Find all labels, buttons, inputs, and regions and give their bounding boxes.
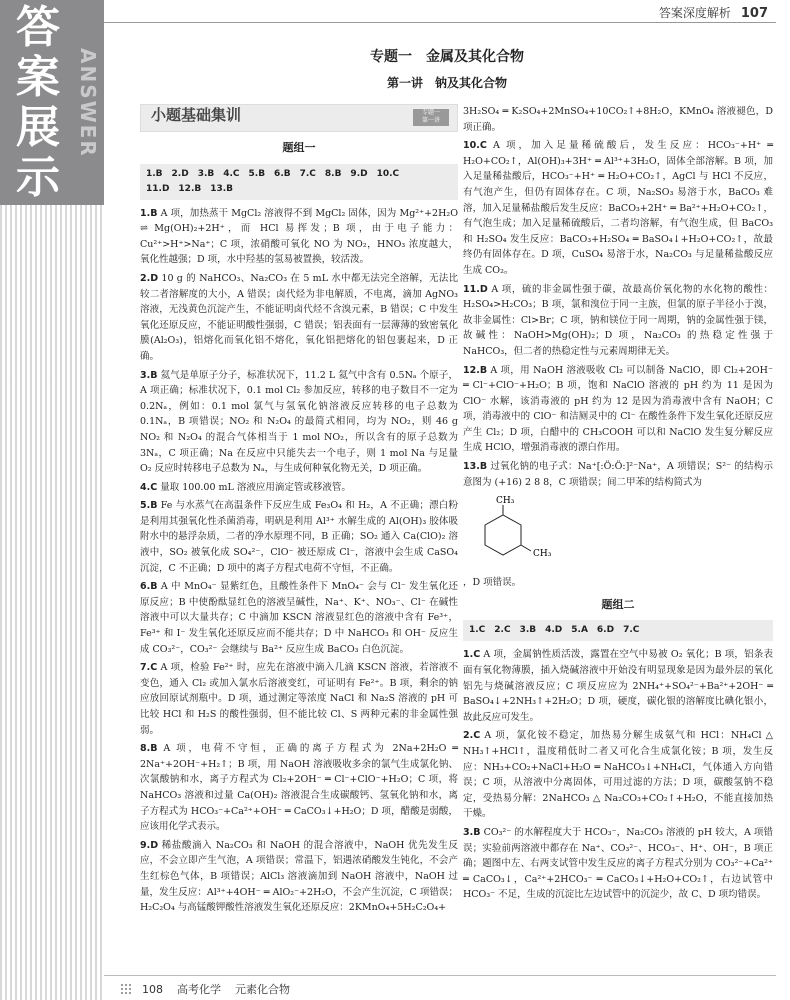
sidebar-block	[0, 0, 104, 205]
answer-text: A 项，电荷不守恒，正确的离子方程式为 2Na+2H₂O ═ 2Na⁺+2OH⁻+H₂↑；B 项，用 NaOH 溶液吸收多余的氯气生成氯化钠、次氯酸钠和水，离子方程式为 Cl₂+2OH⁻ ═ Cl⁻+ClO⁻+H₂O；C 项，将 NaHCO₃ 溶液和过量 Ca(OH)₂ 溶液混合生成碳酸钙、氢氧化钠和水，离子方程式为 HCO₃⁻+Ca²⁺+OH⁻ ═ CaCO₃↓+H₂O；D 项，醋酸是弱酸，应该用化学式表示。	[140, 743, 458, 833]
banner-title: 小题基础集训	[151, 106, 242, 124]
group2-answer-key: 1.C 2.C 3.B 4.D 5.A 6.D 7.C	[463, 620, 773, 641]
answer-item	[463, 363, 773, 457]
benzene-ring	[485, 515, 521, 555]
answer-number: 7.C	[140, 662, 158, 674]
answer-number: 11.D	[463, 283, 488, 295]
answer-text: A 项，加热蒸干 MgCl₂ 溶液得不到 MgCl₂ 固体，因为 Mg²⁺+2H₂O ⇌ Mg(OH)₂+2H⁺，而 HCl 易挥发；B 项，由于电子能力：Cu²⁺>H⁺>Na⁺；C 项，浓硝酸可氧化 NO 为 NO₂，HNO₃ 浓度越大，氧化性越强；D 项，水中羟基的氢易被置换，较活泼。	[140, 207, 458, 266]
answer-item	[463, 459, 773, 490]
m-xylene-structure	[463, 493, 773, 573]
answer-text: A 中 MnO₄⁻ 显紫红色，且酸性条件下 MnO₄⁻ 会与 Cl⁻ 发生氧化还原反应；B 中使酚酞显红色的溶液呈碱性，Na⁺、K⁺、NO₃⁻、Cl⁻ 在碱性溶液中可以大量共存；C 中滴加 KSCN 溶液显红色的溶液中含有 Fe³⁺，Fe³⁺ 和 I⁻ 发生氧化还原反应而不能共存；D 中 NaHCO₃ 和 OH⁻ 反应生成 CO₃²⁻，CO₃²⁻ 会继续与 Ba²⁺ 反应生成 BaCO₃ 白色沉淀。	[140, 581, 458, 655]
sidebar-char-4: 示	[16, 152, 60, 203]
answer-item	[463, 825, 773, 903]
bond-side	[521, 545, 531, 551]
answer-number: 2.D	[140, 272, 159, 284]
answer-number: 10.C	[463, 140, 487, 152]
answer-text: A 项，用 NaOH 溶液吸收 Cl₂ 可以制备 NaClO，即 Cl₂+2OH⁻ ═ Cl⁻+ClO⁻+H₂O；B 项，饱和 NaClO 溶液的 pH 约为 11 是因为 ClO⁻ 水解，该消毒液的 pH 约为 12 是因为消毒液中含有 NaOH；C 项，消毒液中的 ClO⁻ 和洁厕灵中的 Cl⁻ 在酸性条件下发生氧化还原反应产生 Cl₂；D 项，白醋中的 CH₃COOH 可以和 NaClO 发生复分解反应生成 HClO，增强消毒液的漂白作用。	[463, 364, 773, 454]
answer-text: 稀盐酸滴入 Na₂CO₃ 和 NaOH 的混合溶液中，NaOH 优先发生反应，不会立即产生气泡，A 项错误；常温下，铝遇浓硝酸发生钝化，不会产生红棕色气体，B 项错误；AlCl₃ 溶液滴加到 NaOH 溶液中，NaOH 过量，发生反应：Al³⁺+4OH⁻ ═ AlO₂⁻+2H₂O，不会产生沉淀，C 项错误；H₂C₂O₄ 与高锰酸钾酸性溶液发生氧化还原反应：2KMnO₄+5H₂C₂O₄+	[140, 839, 458, 914]
answer-item	[463, 104, 773, 135]
running-header	[659, 4, 768, 21]
answer-number: 13.B	[463, 461, 488, 473]
sidebar-char-3: 展	[16, 102, 60, 153]
answer-item	[140, 480, 458, 496]
answer-key-line1: 1.B 2.D 3.B 4.C 5.B 6.B 7.C 8.B 9.D 10.C	[146, 168, 400, 179]
footer	[142, 981, 304, 997]
banner-tag-line2: 第一讲	[421, 117, 440, 124]
left-column	[140, 104, 458, 919]
answer-text: CO₃²⁻ 的水解程度大于 HCO₃⁻，Na₂CO₃ 溶液的 pH 较大，A 项错误；实验前两溶液中都存在 Na⁺、CO₃²⁻、HCO₃⁻、H⁺、OH⁻，B 项正确；题图中左、右两支试管中发生反应的离子方程式分别为 CO₃²⁻+Ca²⁺ ═ CaCO₃↓，Ca²⁺+2HCO₃⁻ ═ CaCO₃↓+H₂O+CO₂↑，右边试管中 HCO₃⁻ 不足，生成的沉淀比左边试管中的沉淀少，故 C、D 项均错误。	[463, 826, 773, 901]
banner-tag	[413, 109, 449, 126]
footer-chapter: 元素化合物	[235, 983, 290, 996]
footer-page-number: 108	[142, 983, 163, 996]
answer-item	[140, 206, 458, 268]
banner	[140, 104, 458, 132]
lecture-title: 第一讲 钠及其化合物	[386, 76, 507, 90]
answer-item	[140, 271, 458, 365]
answer-text: 氦气是单原子分子，标准状况下，11.2 L 氦气中含有 0.5Nₐ 个原子，A 项正确；标准状况下，0.1 mol Cl₂ 参加反应，转移的电子数目不一定为 0.2Nₐ，例如：0.1 mol 氯气与氢氧化钠溶液反应转移的电子总数为 0.1Nₐ，B 项错误；NO₂ 和 N₂O₄ 的最简式相同，均为 NO₂，则 46 g NO₂ 和 N₂O₄ 的混合气体相当于 1 mol NO₂，所以含有的原子总数为 3Nₐ，C 项正确；Na 在反应中只能失去一个电子，则 1 mol Na 与足量 O₂ 反应时转移电子总数为 Nₐ，与生成何种氧化物无关，D 项正确。	[140, 369, 458, 475]
answer-text: A 项，硫的非金属性强于碳，故最高价氧化物的水化物的酸性：H₂SO₄>H₂CO₃；B 项，氯和溴位于同一主族，但氯的原子半径小于溴，故非金属性：Cl>Br；C 项，钠和镁位于同一周期，钠的金属性强于镁，故碱性：NaOH>Mg(OH)₂；D 项，Na₂CO₃ 的热稳定性强于 NaHCO₃，但二者的热稳定性与元素周期律无关。	[463, 283, 773, 357]
answer-text: A 项，加入足量稀硫酸后，发生反应：HCO₃⁻+H⁺ ═ H₂O+CO₂↑，Al(OH)₃+3H⁺ ═ Al³⁺+3H₂O，固体全部溶解。B 项，加入足量稀盐酸后，HCO₃⁻+H⁺ ═ H₂O+CO₂↑，AgCl 与 HCl 不反应，有气泡产生，但仍有固体存在。C 项，Na₂SO₃ 易溶于水，BaCO₃ 难溶，加入足量稀盐酸后发生反应：BaCO₃+2H⁺ ═ Ba²⁺+H₂O+CO₂↑，有气泡生成；加入足量稀硫酸后，二者均溶解，有气泡生成，但 BaCO₃ 和 H₂SO₄ 发生反应：BaCO₃+H₂SO₄ ═ BaSO₄↓+H₂O+CO₂↑，故最终仍有固体存在。D 项，CuSO₄ 易溶于水，Na₂CO₃ 与足量稀盐酸反应生成 CO₂。	[463, 140, 773, 276]
answer-number: 9.D	[140, 839, 159, 851]
sidebar-stripe	[0, 205, 104, 1000]
sidebar-english: ANSWER	[76, 48, 100, 158]
group1-answer-key	[140, 164, 458, 200]
sidebar	[0, 0, 104, 1000]
ch3-side-label: CH₃	[533, 549, 552, 560]
answer-item	[140, 579, 458, 657]
header-section: 答案深度解析	[658, 6, 731, 20]
answer-text: A 项，氯化铵不稳定，加热易分解生成氨气和 HCl：NH₄Cl △ NH₃↑+HCl↑，温度稍低时二者又可化合生成氯化铵；B 项，发生反应：NH₃+CO₂+NaCl+H₂O ═ NaHCO₃↓+NH₄Cl，气体通入方向错误；C 项，从溶液中分离固体，可用过滤的方法；D 项，碳酸氢钠不稳定，受热易分解：2NaHCO₃ △ Na₂CO₃+CO₂↑+H₂O，不能直接加热干燥。	[463, 730, 773, 820]
topic-title: 专题一 金属及其化合物	[370, 49, 524, 65]
banner-tag-line1: 专题一	[421, 109, 440, 116]
answer-item	[140, 838, 458, 916]
answer-key-line2: 11.D 12.B 13.B	[146, 183, 234, 194]
answer-number: 4.C	[140, 481, 158, 493]
answer-text: 3H₂SO₄ ═ K₂SO₄+2MnSO₄+10CO₂↑+8H₂O，KMnO₄ 溶液褪色，D 项正确。	[463, 106, 773, 133]
answer-item	[140, 741, 458, 835]
right-items-group2	[463, 647, 773, 903]
answer-item	[463, 575, 773, 591]
footer-book: 高考化学	[177, 983, 221, 996]
answer-item	[140, 368, 458, 477]
answer-text: 量取 100.00 mL 溶液应用滴定管或移液管。	[160, 481, 351, 493]
m-xylene-svg	[463, 493, 583, 573]
answer-text: 过氧化钠的电子式：Na⁺[:Ö:Ö:]²⁻Na⁺，A 项错误；S²⁻ 的结构示意图为 (+16) 2 8 8，C 项错误；间二甲苯的结构简式为	[463, 461, 773, 488]
answer-item	[140, 660, 458, 738]
answer-item	[463, 647, 773, 725]
header-rule	[104, 22, 776, 23]
ch3-top-label: CH₃	[496, 496, 515, 507]
footer-dots	[120, 983, 132, 995]
right-column	[463, 104, 773, 906]
answer-number: 5.B	[140, 500, 158, 512]
answer-text: 10 g 的 NaHCO₃、Na₂CO₃ 在 5 mL 水中都无法完全溶解，无法比较二者溶解度的大小，A 错误；卤代烃为非电解质，不电离，滴加 AgNO₃ 溶液，无浅黄色沉淀产生，不能证明卤代烃不含溴元素，B 错误；C 中发生氧化还原反应，不能证明酸性强弱，C 错误；铝表面有一层薄薄的致密氧化膜(Al₂O₃)，铝熔化而氧化铝不熔化，氧化铝把熔化的铝包裹起来，D 正确。	[140, 272, 458, 362]
left-items	[140, 206, 458, 916]
right-items-group1	[463, 104, 773, 490]
answer-number: 1.C	[463, 649, 481, 661]
header-page-number: 107	[740, 6, 768, 21]
answer-number: 3.B	[463, 826, 481, 838]
answer-text: A 项，金属钠性质活泼，露置在空气中易被 O₂ 氧化；B 项，铝条表面有氧化物薄膜，插入烧碱溶液中开始没有明显现象是因为最外层的氧化铝先与烧碱溶液反应；C 项反应应为 2NH₄⁺+SO₄²⁻+Ba²⁺+2OH⁻ ═ BaSO₄↓+2NH₃↑+2H₂O；D 项，硬度，碳化银的溶解度比碘化银小，故此反应可发生。	[463, 649, 773, 723]
footer-rule	[104, 975, 776, 976]
answer-number: 3.B	[140, 369, 158, 381]
answer-number: 12.B	[463, 364, 488, 376]
answer-text: Fe 与水蒸气在高温条件下反应生成 Fe₃O₄ 和 H₂，A 不正确；漂白粉是利用其强氧化性杀菌消毒，明矾是利用 Al³⁺ 水解生成的 Al(OH)₃ 胶体吸附水中的悬浮杂质，二者的净水原理不同，B 正确；SO₂ 通入 Ca(ClO)₂ 溶液中，SO₂ 被氧化成 SO₄²⁻，ClO⁻ 被还原成 Cl⁻，溶液中会生成 CaSO₄ 沉淀，C 不正确；D 项中的离子方程式电荷不守恒，不正确。	[140, 500, 458, 574]
answer-number: 6.B	[140, 581, 158, 593]
answer-text: ，D 项错误。	[463, 577, 522, 589]
answer-number: 1.B	[140, 207, 158, 219]
answer-number: 2.C	[463, 730, 481, 742]
answer-item	[463, 282, 773, 360]
group1-title: 题组一	[282, 141, 316, 154]
sidebar-char-1: 答	[16, 2, 60, 53]
answer-item	[463, 138, 773, 278]
answer-number: 8.B	[140, 743, 158, 755]
answer-item	[463, 728, 773, 822]
answer-text: A 项，检验 Fe²⁺ 时，应先在溶液中滴入几滴 KSCN 溶液，若溶液不变色，通入 Cl₂ 或加入氯水后溶液变红，可证明有 Fe²⁺。B 项，剩余的钠应放回原试剂瓶中。D 项，通过测定等浓度 NaCl 和 Na₂S 溶液的 pH 可比较 HCl 和 H₂S 的酸性强弱，但不能比较 Cl、S 两种元素的非金属性强弱。	[140, 662, 458, 736]
right-items-tail	[463, 575, 773, 591]
group2-title: 题组二	[601, 597, 635, 611]
answer-item	[140, 498, 458, 576]
sidebar-char-2: 案	[16, 52, 60, 103]
